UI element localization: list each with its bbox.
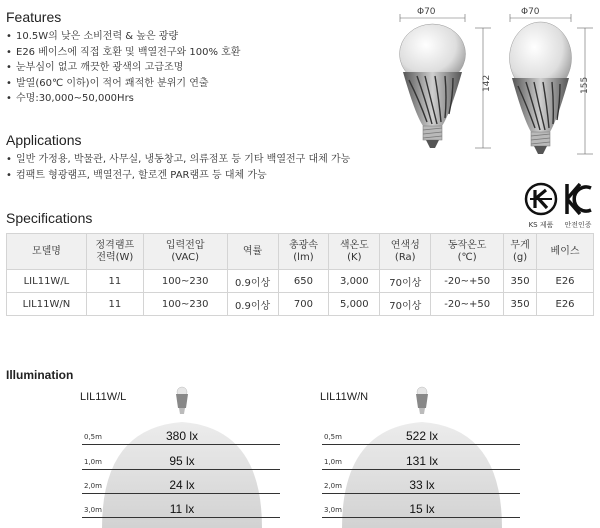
table-cell: 5,000 [329, 293, 380, 316]
distance-line [322, 469, 520, 470]
table-cell: 350 [504, 270, 537, 293]
lux-value: 15 lx [409, 502, 435, 516]
distance-label: 0,5m [324, 433, 342, 441]
distance-line [322, 444, 520, 445]
ks-logo-icon [524, 182, 558, 216]
table-cell: E26 [537, 293, 594, 316]
table-cell: -20~+50 [431, 270, 504, 293]
list-item: • 수명:30,000~50,000Hrs [6, 91, 240, 107]
table-cell: 350 [504, 293, 537, 316]
bulb-icon [395, 14, 495, 164]
list-item: • 발열(60℃ 이하)이 적어 쾌적한 분위기 연출 [6, 76, 240, 92]
distance-line [82, 493, 280, 494]
table-cell: 0.9이상 [227, 293, 278, 316]
list-item: • 일반 가정용, 박물관, 사무실, 냉동창고, 의류점포 등 기타 백열전구 대체 가능 [6, 152, 350, 168]
table-row [7, 293, 594, 316]
list-item: • 10.5W의 낮은 소비전력 & 높은 광량 [6, 29, 240, 45]
distance-label: 2,0m [324, 482, 342, 490]
lux-value: 11 lx [169, 502, 195, 516]
lux-value: 24 lx [169, 478, 195, 492]
kc-logo-icon [563, 182, 593, 216]
table-row [7, 270, 594, 293]
distance-label: 3,0m [84, 506, 102, 514]
distance-line [322, 493, 520, 494]
width-dimension-label: Φ70 [521, 7, 540, 17]
table-cell: 11 [86, 293, 143, 316]
column-header: 정격램프 전력(W) [86, 234, 143, 270]
applications-list [6, 152, 350, 183]
height-dimension-label: 142 [482, 74, 492, 92]
column-header: 총광속 (lm) [278, 234, 329, 270]
distance-label: 1,0m [84, 458, 102, 466]
distance-line [82, 444, 280, 445]
table-cell: 100~230 [143, 270, 227, 293]
column-header: 베이스 [537, 234, 594, 270]
distance-label: 0,5m [84, 433, 102, 441]
table-cell: 700 [278, 293, 329, 316]
specifications-title: Specifications [6, 210, 93, 226]
features-title: Features [6, 9, 62, 25]
lux-value: 95 lx [169, 454, 195, 468]
table-cell: 650 [278, 270, 329, 293]
kc-mark [561, 182, 595, 232]
column-header: 역률 [227, 234, 278, 270]
list-item: • E26 베이스에 직접 호환 및 백열전구와 100% 호환 [6, 45, 240, 61]
list-item: • 컴팩트 형광램프, 백열전구, 할로겐 PAR램프 등 대체 가능 [6, 168, 350, 184]
table-header-row [7, 234, 594, 270]
table-cell: 11 [86, 270, 143, 293]
features-list [6, 29, 240, 107]
applications-title: Applications [6, 132, 82, 148]
lux-value: 33 lx [409, 478, 435, 492]
column-header: 무게 (g) [504, 234, 537, 270]
illumination-panel-n [320, 386, 520, 528]
table-cell: 70이상 [380, 270, 431, 293]
lux-value: 522 lx [405, 429, 439, 443]
distance-line [322, 517, 520, 518]
illumination-title: Illumination [6, 368, 74, 382]
ks-label: KS 제품 [528, 221, 554, 229]
height-dimension-label: 155 [580, 76, 590, 94]
kc-label: 안전인증 [564, 221, 592, 229]
spec-table [6, 233, 594, 316]
column-header: 입력전압 (VAC) [143, 234, 227, 270]
distance-label: 1,0m [324, 458, 342, 466]
column-header: 연색성 (Ra) [380, 234, 431, 270]
column-header: 모델명 [7, 234, 87, 270]
distance-line [82, 469, 280, 470]
lux-value: 380 lx [165, 429, 199, 443]
column-header: 동작온도 (℃) [431, 234, 504, 270]
table-cell: 70이상 [380, 293, 431, 316]
table-cell: 3,000 [329, 270, 380, 293]
panel-model-label: LIL11W/N [320, 391, 369, 403]
column-header: 색온도 (K) [329, 234, 380, 270]
width-dimension-label: Φ70 [417, 7, 436, 17]
distance-label: 2,0m [84, 482, 102, 490]
illumination-panel-l [80, 386, 280, 528]
distance-line [82, 517, 280, 518]
table-cell: E26 [537, 270, 594, 293]
table-cell: LIL11W/L [7, 270, 87, 293]
panel-model-label: LIL11W/L [80, 391, 127, 403]
lux-value: 131 lx [405, 454, 439, 468]
table-cell: 0.9이상 [227, 270, 278, 293]
list-item: • 눈부심이 없고 깨끗한 광색의 고급조명 [6, 60, 240, 76]
table-cell: -20~+50 [431, 293, 504, 316]
table-cell: 100~230 [143, 293, 227, 316]
distance-label: 3,0m [324, 506, 342, 514]
table-cell: LIL11W/N [7, 293, 87, 316]
ks-mark [521, 182, 561, 232]
